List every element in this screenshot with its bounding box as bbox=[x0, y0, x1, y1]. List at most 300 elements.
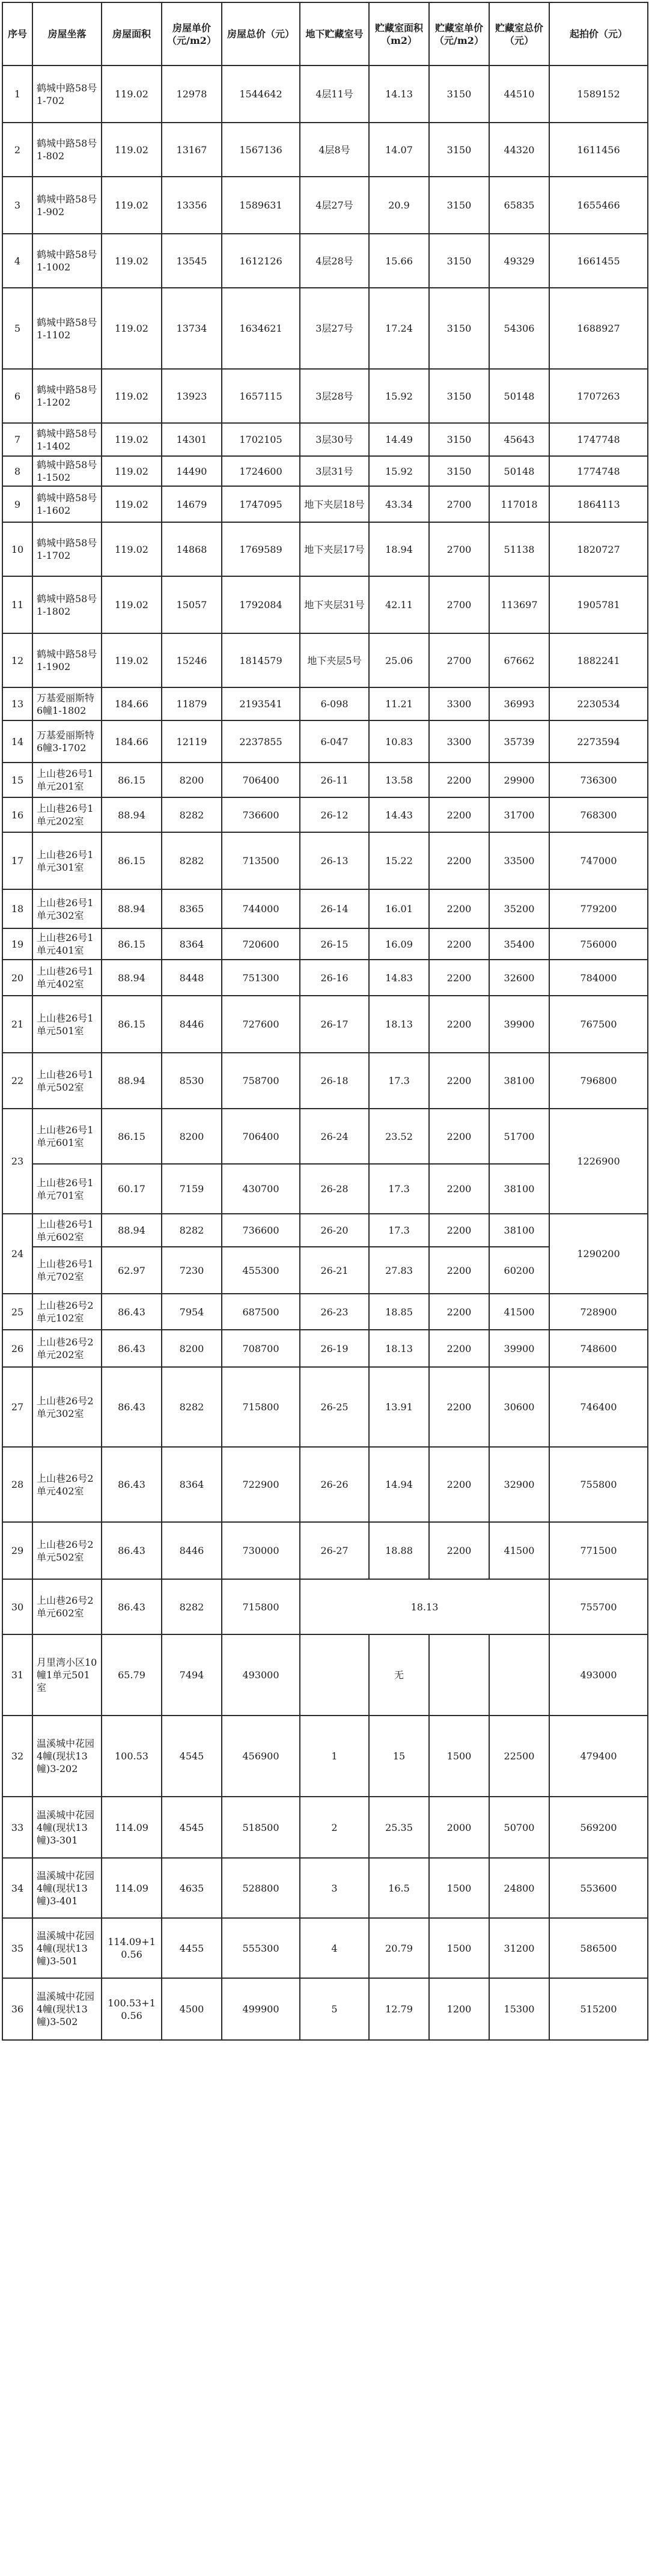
cell-sunit: 2000 bbox=[429, 1797, 489, 1858]
cell-area: 184.66 bbox=[102, 687, 162, 720]
cell-sarea: 17.3 bbox=[369, 1053, 429, 1109]
cell-stotal: 49329 bbox=[489, 234, 549, 288]
cell-stotal bbox=[489, 1634, 549, 1716]
cell-sarea: 14.94 bbox=[369, 1447, 429, 1522]
cell-sno: 26-16 bbox=[300, 960, 369, 996]
cell-start-price: 1774748 bbox=[549, 456, 648, 486]
cell-unit: 8282 bbox=[162, 832, 222, 889]
row-number: 3 bbox=[2, 177, 32, 234]
cell-sunit bbox=[429, 1634, 489, 1716]
cell-addr: 上山巷26号1单元601室 bbox=[32, 1109, 102, 1164]
cell-total: 1544642 bbox=[222, 65, 300, 123]
cell-addr: 上山巷26号2单元102室 bbox=[32, 1294, 102, 1330]
cell-start-price: 1688927 bbox=[549, 288, 648, 369]
cell-area: 86.15 bbox=[102, 832, 162, 889]
cell-sunit: 2700 bbox=[429, 486, 489, 522]
cell-start-price: 586500 bbox=[549, 1918, 648, 1978]
row-number: 36 bbox=[2, 1978, 32, 2040]
cell-sno: 26-26 bbox=[300, 1447, 369, 1522]
cell-unit: 15246 bbox=[162, 633, 222, 687]
cell-sno: 6-047 bbox=[300, 720, 369, 763]
cell-area: 86.43 bbox=[102, 1447, 162, 1522]
cell-sunit: 1200 bbox=[429, 1978, 489, 2040]
cell-area: 119.02 bbox=[102, 288, 162, 369]
table-row bbox=[2, 1634, 648, 1716]
cell-start-price: 768300 bbox=[549, 797, 648, 832]
cell-stotal: 36993 bbox=[489, 687, 549, 720]
cell-area: 86.15 bbox=[102, 928, 162, 960]
cell-sunit: 2200 bbox=[429, 1447, 489, 1522]
cell-addr: 鹤城中路58号1-1702 bbox=[32, 522, 102, 576]
cell-start-price: 553600 bbox=[549, 1858, 648, 1918]
cell-sunit: 2200 bbox=[429, 1294, 489, 1330]
cell-addr: 鹤城中路58号1-1202 bbox=[32, 369, 102, 423]
cell-area: 62.97 bbox=[102, 1247, 162, 1294]
cell-sno: 26-19 bbox=[300, 1330, 369, 1367]
cell-stotal: 38100 bbox=[489, 1164, 549, 1214]
cell-stotal: 51700 bbox=[489, 1109, 549, 1164]
cell-area: 119.02 bbox=[102, 234, 162, 288]
cell-sunit: 3150 bbox=[429, 288, 489, 369]
table-row bbox=[2, 996, 648, 1053]
cell-total: 706400 bbox=[222, 1109, 300, 1164]
cell-total: 715800 bbox=[222, 1579, 300, 1634]
cell-start-price: 1905781 bbox=[549, 576, 648, 633]
cell-sarea: 25.06 bbox=[369, 633, 429, 687]
cell-total: 706400 bbox=[222, 763, 300, 797]
cell-addr: 鹤城中路58号1-902 bbox=[32, 177, 102, 234]
cell-unit: 14679 bbox=[162, 486, 222, 522]
cell-area: 119.02 bbox=[102, 522, 162, 576]
cell-addr: 上山巷26号1单元701室 bbox=[32, 1164, 102, 1214]
cell-start-price: 779200 bbox=[549, 889, 648, 928]
cell-start-price: 755700 bbox=[549, 1579, 648, 1634]
cell-sno: 26-18 bbox=[300, 1053, 369, 1109]
cell-sunit: 2200 bbox=[429, 797, 489, 832]
cell-total: 430700 bbox=[222, 1164, 300, 1214]
table-row bbox=[2, 576, 648, 633]
cell-stotal: 41500 bbox=[489, 1522, 549, 1579]
cell-sno: 1 bbox=[300, 1716, 369, 1797]
cell-stotal: 50148 bbox=[489, 456, 549, 486]
cell-sarea: 16.01 bbox=[369, 889, 429, 928]
cell-total: 730000 bbox=[222, 1522, 300, 1579]
cell-stotal: 113697 bbox=[489, 576, 549, 633]
cell-unit: 13923 bbox=[162, 369, 222, 423]
cell-sarea: 13.91 bbox=[369, 1367, 429, 1447]
cell-stotal: 54306 bbox=[489, 288, 549, 369]
cell-sunit: 1500 bbox=[429, 1858, 489, 1918]
cell-start-price: 1589152 bbox=[549, 65, 648, 123]
cell-unit: 12119 bbox=[162, 720, 222, 763]
cell-sarea: 43.34 bbox=[369, 486, 429, 522]
table-row bbox=[2, 633, 648, 687]
row-number: 2 bbox=[2, 123, 32, 177]
cell-addr: 上山巷26号1单元202室 bbox=[32, 797, 102, 832]
cell-sno: 地下夹层5号 bbox=[300, 633, 369, 687]
cell-total: 715800 bbox=[222, 1367, 300, 1447]
column-header: 起拍价（元） bbox=[549, 2, 648, 65]
cell-total: 1724600 bbox=[222, 456, 300, 486]
column-header: 序号 bbox=[2, 2, 32, 65]
cell-area: 88.94 bbox=[102, 797, 162, 832]
cell-stotal: 50700 bbox=[489, 1797, 549, 1858]
table-row bbox=[2, 486, 648, 522]
row-number: 11 bbox=[2, 576, 32, 633]
cell-sunit: 3150 bbox=[429, 123, 489, 177]
cell-area: 100.53 bbox=[102, 1716, 162, 1797]
table-row bbox=[2, 1053, 648, 1109]
table-row bbox=[2, 234, 648, 288]
table-row bbox=[2, 1918, 648, 1978]
cell-sarea: 14.13 bbox=[369, 65, 429, 123]
cell-stotal: 44320 bbox=[489, 123, 549, 177]
cell-sarea: 42.11 bbox=[369, 576, 429, 633]
cell-start-price: 515200 bbox=[549, 1978, 648, 2040]
cell-total: 720600 bbox=[222, 928, 300, 960]
row-number: 24 bbox=[2, 1214, 32, 1294]
cell-addr: 温溪城中花园4幢(现状13幢)3-202 bbox=[32, 1716, 102, 1797]
cell-start-price: 493000 bbox=[549, 1634, 648, 1716]
cell-area: 86.43 bbox=[102, 1522, 162, 1579]
row-number: 27 bbox=[2, 1367, 32, 1447]
cell-sarea: 17.3 bbox=[369, 1164, 429, 1214]
table-row bbox=[2, 1579, 648, 1634]
cell-area: 86.43 bbox=[102, 1579, 162, 1634]
cell-total: 1589631 bbox=[222, 177, 300, 234]
table-row bbox=[2, 177, 648, 234]
cell-sno bbox=[300, 1634, 369, 1716]
cell-area: 119.02 bbox=[102, 633, 162, 687]
cell-sno: 4层8号 bbox=[300, 123, 369, 177]
cell-unit: 11879 bbox=[162, 687, 222, 720]
cell-sunit: 3150 bbox=[429, 65, 489, 123]
cell-stotal: 50148 bbox=[489, 369, 549, 423]
row-number: 31 bbox=[2, 1634, 32, 1716]
cell-sunit: 3300 bbox=[429, 720, 489, 763]
row-number: 7 bbox=[2, 423, 32, 456]
cell-start-price: 1290200 bbox=[549, 1214, 648, 1294]
row-number: 15 bbox=[2, 763, 32, 797]
cell-start-price: 569200 bbox=[549, 1797, 648, 1858]
cell-sarea: 18.13 bbox=[369, 996, 429, 1053]
cell-sarea: 14.07 bbox=[369, 123, 429, 177]
cell-addr: 鹤城中路58号1-802 bbox=[32, 123, 102, 177]
row-number: 22 bbox=[2, 1053, 32, 1109]
cell-sno: 26-28 bbox=[300, 1164, 369, 1214]
cell-sunit: 2200 bbox=[429, 1247, 489, 1294]
cell-unit: 7230 bbox=[162, 1247, 222, 1294]
cell-start-price: 728900 bbox=[549, 1294, 648, 1330]
cell-sno: 4层27号 bbox=[300, 177, 369, 234]
cell-sno: 26-17 bbox=[300, 996, 369, 1053]
row-number: 32 bbox=[2, 1716, 32, 1797]
cell-sno: 3 bbox=[300, 1858, 369, 1918]
row-number: 6 bbox=[2, 369, 32, 423]
cell-sno: 26-21 bbox=[300, 1247, 369, 1294]
cell-unit: 12978 bbox=[162, 65, 222, 123]
cell-total: 713500 bbox=[222, 832, 300, 889]
cell-sno: 4层28号 bbox=[300, 234, 369, 288]
cell-total: 518500 bbox=[222, 1797, 300, 1858]
cell-start-price: 756000 bbox=[549, 928, 648, 960]
table-row bbox=[2, 1447, 648, 1522]
cell-stotal: 41500 bbox=[489, 1294, 549, 1330]
row-number: 18 bbox=[2, 889, 32, 928]
cell-area: 60.17 bbox=[102, 1164, 162, 1214]
cell-sno: 26-27 bbox=[300, 1522, 369, 1579]
row-number: 30 bbox=[2, 1579, 32, 1634]
cell-stotal: 32600 bbox=[489, 960, 549, 996]
row-number: 10 bbox=[2, 522, 32, 576]
cell-start-price: 1882241 bbox=[549, 633, 648, 687]
cell-area: 88.94 bbox=[102, 1214, 162, 1247]
cell-sno: 26-23 bbox=[300, 1294, 369, 1330]
cell-addr: 鹤城中路58号1-1902 bbox=[32, 633, 102, 687]
cell-sarea: 10.83 bbox=[369, 720, 429, 763]
cell-storage-none: 18.13 bbox=[300, 1579, 549, 1634]
cell-area: 88.94 bbox=[102, 889, 162, 928]
cell-sarea: 14.83 bbox=[369, 960, 429, 996]
column-header: 地下贮藏室号 bbox=[300, 2, 369, 65]
table-header-row bbox=[2, 2, 648, 65]
table-row bbox=[2, 1797, 648, 1858]
cell-area: 119.02 bbox=[102, 486, 162, 522]
cell-sunit: 2200 bbox=[429, 763, 489, 797]
cell-sno: 26-25 bbox=[300, 1367, 369, 1447]
row-number: 20 bbox=[2, 960, 32, 996]
cell-start-price: 771500 bbox=[549, 1522, 648, 1579]
column-header: 房屋总价（元） bbox=[222, 2, 300, 65]
cell-area: 86.43 bbox=[102, 1294, 162, 1330]
cell-addr: 温溪城中花园4幢(现状13幢)3-301 bbox=[32, 1797, 102, 1858]
cell-unit: 4545 bbox=[162, 1797, 222, 1858]
cell-total: 493000 bbox=[222, 1634, 300, 1716]
cell-sarea: 15.92 bbox=[369, 456, 429, 486]
cell-sunit: 1500 bbox=[429, 1918, 489, 1978]
cell-start-price: 748600 bbox=[549, 1330, 648, 1367]
cell-unit: 8200 bbox=[162, 1109, 222, 1164]
cell-sunit: 2700 bbox=[429, 576, 489, 633]
cell-total: 722900 bbox=[222, 1447, 300, 1522]
cell-addr: 上山巷26号1单元702室 bbox=[32, 1247, 102, 1294]
cell-area: 119.02 bbox=[102, 369, 162, 423]
cell-sarea: 15.22 bbox=[369, 832, 429, 889]
table-row bbox=[2, 1367, 648, 1447]
cell-stotal: 44510 bbox=[489, 65, 549, 123]
table-body bbox=[2, 65, 648, 2040]
cell-addr: 上山巷26号2单元302室 bbox=[32, 1367, 102, 1447]
cell-stotal: 38100 bbox=[489, 1053, 549, 1109]
cell-total: 1769589 bbox=[222, 522, 300, 576]
cell-addr: 鹤城中路58号1-702 bbox=[32, 65, 102, 123]
cell-sno: 26-24 bbox=[300, 1109, 369, 1164]
cell-addr: 上山巷26号1单元501室 bbox=[32, 996, 102, 1053]
table-row bbox=[2, 832, 648, 889]
cell-unit: 8282 bbox=[162, 797, 222, 832]
cell-sunit: 3150 bbox=[429, 456, 489, 486]
table-row bbox=[2, 456, 648, 486]
cell-area: 119.02 bbox=[102, 65, 162, 123]
table-row bbox=[2, 1858, 648, 1918]
cell-start-price: 736300 bbox=[549, 763, 648, 797]
cell-sarea: 16.09 bbox=[369, 928, 429, 960]
cell-total: 1747095 bbox=[222, 486, 300, 522]
cell-addr: 鹤城中路58号1-1802 bbox=[32, 576, 102, 633]
cell-addr: 万基爱丽斯特6幢3-1702 bbox=[32, 720, 102, 763]
cell-sno: 3层31号 bbox=[300, 456, 369, 486]
cell-unit: 4635 bbox=[162, 1858, 222, 1918]
column-header: 贮藏室面积（m2） bbox=[369, 2, 429, 65]
cell-unit: 8282 bbox=[162, 1579, 222, 1634]
cell-start-price: 1864113 bbox=[549, 486, 648, 522]
table-row bbox=[2, 288, 648, 369]
cell-stotal: 30600 bbox=[489, 1367, 549, 1447]
cell-sno: 3层27号 bbox=[300, 288, 369, 369]
table-row bbox=[2, 720, 648, 763]
cell-addr: 上山巷26号2单元202室 bbox=[32, 1330, 102, 1367]
cell-total: 528800 bbox=[222, 1858, 300, 1918]
cell-stotal: 24800 bbox=[489, 1858, 549, 1918]
cell-sno: 26-15 bbox=[300, 928, 369, 960]
cell-addr: 上山巷26号1单元502室 bbox=[32, 1053, 102, 1109]
cell-area: 88.94 bbox=[102, 960, 162, 996]
table-row bbox=[2, 687, 648, 720]
property-auction-table bbox=[2, 2, 648, 2041]
cell-start-price: 1655466 bbox=[549, 177, 648, 234]
cell-area: 114.09 bbox=[102, 1797, 162, 1858]
cell-stotal: 35739 bbox=[489, 720, 549, 763]
row-number: 28 bbox=[2, 1447, 32, 1522]
cell-addr: 鹤城中路58号1-1102 bbox=[32, 288, 102, 369]
cell-start-price: 1707263 bbox=[549, 369, 648, 423]
cell-start-price: 1611456 bbox=[549, 123, 648, 177]
cell-start-price: 1747748 bbox=[549, 423, 648, 456]
cell-stotal: 22500 bbox=[489, 1716, 549, 1797]
cell-stotal: 117018 bbox=[489, 486, 549, 522]
cell-sunit: 3300 bbox=[429, 687, 489, 720]
cell-total: 499900 bbox=[222, 1978, 300, 2040]
column-header: 贮藏室总价（元） bbox=[489, 2, 549, 65]
cell-sunit: 2200 bbox=[429, 996, 489, 1053]
cell-total: 1634621 bbox=[222, 288, 300, 369]
cell-sarea: 17.24 bbox=[369, 288, 429, 369]
row-number: 35 bbox=[2, 1918, 32, 1978]
cell-addr: 上山巷26号1单元401室 bbox=[32, 928, 102, 960]
cell-unit: 8446 bbox=[162, 996, 222, 1053]
cell-total: 1702105 bbox=[222, 423, 300, 456]
row-number: 29 bbox=[2, 1522, 32, 1579]
cell-addr: 上山巷26号2单元402室 bbox=[32, 1447, 102, 1522]
cell-stotal: 35200 bbox=[489, 889, 549, 928]
cell-sno: 2 bbox=[300, 1797, 369, 1858]
cell-total: 727600 bbox=[222, 996, 300, 1053]
cell-unit: 13734 bbox=[162, 288, 222, 369]
cell-start-price: 1661455 bbox=[549, 234, 648, 288]
cell-start-price: 746400 bbox=[549, 1367, 648, 1447]
cell-unit: 13356 bbox=[162, 177, 222, 234]
cell-sno: 26-13 bbox=[300, 832, 369, 889]
cell-sarea: 25.35 bbox=[369, 1797, 429, 1858]
cell-unit: 8200 bbox=[162, 763, 222, 797]
cell-unit: 8282 bbox=[162, 1367, 222, 1447]
cell-total: 708700 bbox=[222, 1330, 300, 1367]
cell-addr: 上山巷26号2单元602室 bbox=[32, 1579, 102, 1634]
row-number: 25 bbox=[2, 1294, 32, 1330]
cell-unit: 4545 bbox=[162, 1716, 222, 1797]
cell-total: 1814579 bbox=[222, 633, 300, 687]
cell-sno: 6-098 bbox=[300, 687, 369, 720]
cell-area: 114.09 bbox=[102, 1858, 162, 1918]
cell-total: 2237855 bbox=[222, 720, 300, 763]
cell-start-price: 2273594 bbox=[549, 720, 648, 763]
cell-sarea: 15.66 bbox=[369, 234, 429, 288]
cell-sunit: 2200 bbox=[429, 889, 489, 928]
cell-unit: 14301 bbox=[162, 423, 222, 456]
column-header: 房屋坐落 bbox=[32, 2, 102, 65]
cell-sarea: 12.79 bbox=[369, 1978, 429, 2040]
row-number: 9 bbox=[2, 486, 32, 522]
row-number: 12 bbox=[2, 633, 32, 687]
cell-sno: 26-12 bbox=[300, 797, 369, 832]
cell-unit: 7954 bbox=[162, 1294, 222, 1330]
cell-stotal: 51138 bbox=[489, 522, 549, 576]
row-number: 33 bbox=[2, 1797, 32, 1858]
cell-unit: 8364 bbox=[162, 928, 222, 960]
cell-sno: 地下夹层17号 bbox=[300, 522, 369, 576]
cell-sarea: 17.3 bbox=[369, 1214, 429, 1247]
cell-area: 119.02 bbox=[102, 456, 162, 486]
cell-sno: 26-11 bbox=[300, 763, 369, 797]
cell-sunit: 3150 bbox=[429, 234, 489, 288]
cell-sunit: 2200 bbox=[429, 1214, 489, 1247]
table-row bbox=[2, 1109, 648, 1164]
cell-area: 119.02 bbox=[102, 123, 162, 177]
cell-addr: 鹤城中路58号1-1002 bbox=[32, 234, 102, 288]
cell-addr: 上山巷26号1单元302室 bbox=[32, 889, 102, 928]
cell-unit: 8200 bbox=[162, 1330, 222, 1367]
row-number: 5 bbox=[2, 288, 32, 369]
cell-addr: 上山巷26号1单元602室 bbox=[32, 1214, 102, 1247]
cell-start-price: 767500 bbox=[549, 996, 648, 1053]
cell-addr: 鹤城中路58号1-1502 bbox=[32, 456, 102, 486]
cell-total: 751300 bbox=[222, 960, 300, 996]
cell-area: 119.02 bbox=[102, 423, 162, 456]
cell-total: 2193541 bbox=[222, 687, 300, 720]
table-row bbox=[2, 423, 648, 456]
cell-sno: 4 bbox=[300, 1918, 369, 1978]
cell-sarea: 23.52 bbox=[369, 1109, 429, 1164]
row-number: 14 bbox=[2, 720, 32, 763]
cell-stotal: 60200 bbox=[489, 1247, 549, 1294]
cell-stotal: 31200 bbox=[489, 1918, 549, 1978]
cell-addr: 上山巷26号2单元502室 bbox=[32, 1522, 102, 1579]
cell-sno: 地下夹层18号 bbox=[300, 486, 369, 522]
cell-sno: 4层11号 bbox=[300, 65, 369, 123]
table-row bbox=[2, 1978, 648, 2040]
column-header: 房屋单价（元/m2） bbox=[162, 2, 222, 65]
row-number: 1 bbox=[2, 65, 32, 123]
table-row bbox=[2, 928, 648, 960]
cell-unit: 13167 bbox=[162, 123, 222, 177]
table-row bbox=[2, 1330, 648, 1367]
cell-area: 86.43 bbox=[102, 1330, 162, 1367]
cell-sunit: 2200 bbox=[429, 1109, 489, 1164]
row-number: 8 bbox=[2, 456, 32, 486]
cell-unit: 8282 bbox=[162, 1214, 222, 1247]
cell-sarea: 18.88 bbox=[369, 1522, 429, 1579]
cell-area: 86.15 bbox=[102, 996, 162, 1053]
